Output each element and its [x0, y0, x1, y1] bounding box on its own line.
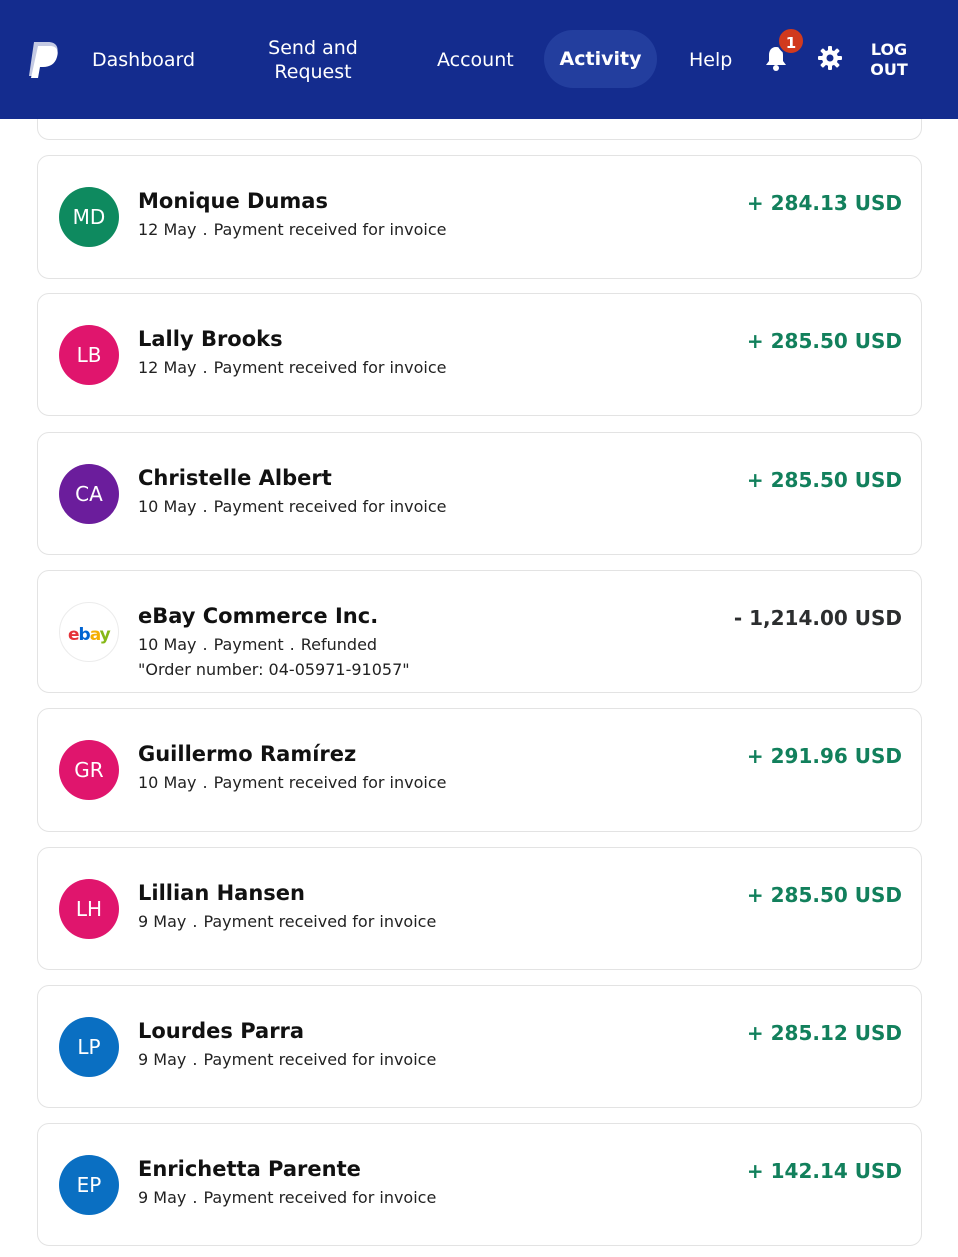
- transaction-date: 12 May: [138, 358, 197, 377]
- transaction-type: Payment received for invoice: [203, 1050, 437, 1069]
- transaction-meta: [138, 635, 377, 654]
- paypal-logo-icon[interactable]: [26, 40, 60, 80]
- transaction-card[interactable]: [37, 155, 922, 279]
- meta-separator: .: [202, 497, 208, 516]
- transaction-name: Enrichetta Parente: [138, 1157, 361, 1181]
- meta-separator: .: [192, 912, 198, 931]
- avatar: CA: [59, 464, 119, 524]
- transaction-amount: + 285.50 USD: [746, 329, 902, 353]
- nav-send-line1: Send and: [268, 37, 358, 59]
- transaction-date: 10 May: [138, 635, 197, 654]
- meta-separator: .: [192, 1050, 198, 1069]
- meta-separator: .: [192, 1188, 198, 1207]
- ebay-logo-icon: [59, 602, 119, 662]
- transaction-date: 10 May: [138, 497, 197, 516]
- nav-send-line2: Request: [274, 61, 352, 83]
- top-navbar: [0, 0, 958, 119]
- transaction-amount: + 285.12 USD: [746, 1021, 902, 1045]
- logout-line1: LOG: [870, 40, 908, 59]
- transaction-name: Guillermo Ramírez: [138, 742, 357, 766]
- transaction-type: Payment received for invoice: [213, 358, 447, 377]
- logout-button[interactable]: [869, 40, 909, 80]
- transaction-type: Payment: [213, 635, 284, 654]
- transaction-date: 10 May: [138, 773, 197, 792]
- meta-separator: .: [202, 220, 208, 239]
- transaction-type: Payment received for invoice: [213, 497, 447, 516]
- transaction-card[interactable]: [37, 1123, 922, 1246]
- nav-dashboard[interactable]: Dashboard: [92, 49, 196, 71]
- transaction-name: Lally Brooks: [138, 327, 283, 351]
- transaction-amount: - 1,214.00 USD: [733, 606, 902, 630]
- notification-badge: 1: [777, 27, 805, 55]
- avatar: MD: [59, 187, 119, 247]
- transaction-card[interactable]: [37, 293, 922, 416]
- transaction-amount: + 284.13 USD: [746, 191, 902, 215]
- meta-separator: .: [202, 635, 208, 654]
- transaction-name: Lourdes Parra: [138, 1019, 305, 1043]
- transaction-name: eBay Commerce Inc.: [138, 604, 379, 628]
- transaction-name: Monique Dumas: [138, 189, 328, 213]
- transaction-date: 9 May: [138, 912, 187, 931]
- nav-account[interactable]: Account: [437, 49, 514, 71]
- avatar: EP: [59, 1155, 119, 1215]
- transaction-name: Lillian Hansen: [138, 881, 305, 905]
- transaction-meta: [138, 912, 436, 931]
- transaction-card[interactable]: [37, 985, 922, 1108]
- transaction-card[interactable]: [37, 570, 922, 693]
- transaction-name: Christelle Albert: [138, 466, 332, 490]
- transaction-date: 9 May: [138, 1188, 187, 1207]
- settings-gear-icon[interactable]: [817, 45, 843, 71]
- meta-separator: .: [202, 773, 208, 792]
- avatar: LH: [59, 879, 119, 939]
- transaction-type: Payment received for invoice: [213, 773, 447, 792]
- transaction-type: Payment received for invoice: [203, 912, 437, 931]
- transaction-meta: [138, 220, 446, 239]
- avatar: GR: [59, 740, 119, 800]
- transaction-amount: + 142.14 USD: [746, 1159, 902, 1183]
- transaction-note: "Order number: 04-05971-91057": [138, 660, 410, 679]
- transaction-amount: + 285.50 USD: [746, 883, 902, 907]
- transaction-card[interactable]: [37, 708, 922, 832]
- avatar: LP: [59, 1017, 119, 1077]
- avatar: LB: [59, 325, 119, 385]
- transaction-meta: [138, 773, 446, 792]
- transaction-meta: [138, 358, 446, 377]
- transaction-meta: [138, 1050, 436, 1069]
- transaction-meta: [138, 1188, 436, 1207]
- nav-send-and-request[interactable]: [264, 36, 362, 84]
- transaction-meta: [138, 497, 446, 516]
- transaction-date: 9 May: [138, 1050, 187, 1069]
- transaction-card[interactable]: [37, 432, 922, 555]
- nav-activity-active[interactable]: Activity: [544, 30, 657, 88]
- transaction-type: Payment received for invoice: [213, 220, 447, 239]
- transaction-amount: + 285.50 USD: [746, 468, 902, 492]
- svg-text:ebay: ebay: [68, 625, 110, 645]
- logout-line2: OUT: [870, 60, 908, 79]
- transaction-date: 12 May: [138, 220, 197, 239]
- nav-help[interactable]: Help: [689, 49, 733, 71]
- transaction-status: Refunded: [300, 635, 378, 654]
- transaction-amount: + 291.96 USD: [746, 744, 902, 768]
- transaction-type: Payment received for invoice: [203, 1188, 437, 1207]
- meta-separator: .: [202, 358, 208, 377]
- meta-separator: .: [289, 635, 295, 654]
- transaction-card[interactable]: [37, 847, 922, 970]
